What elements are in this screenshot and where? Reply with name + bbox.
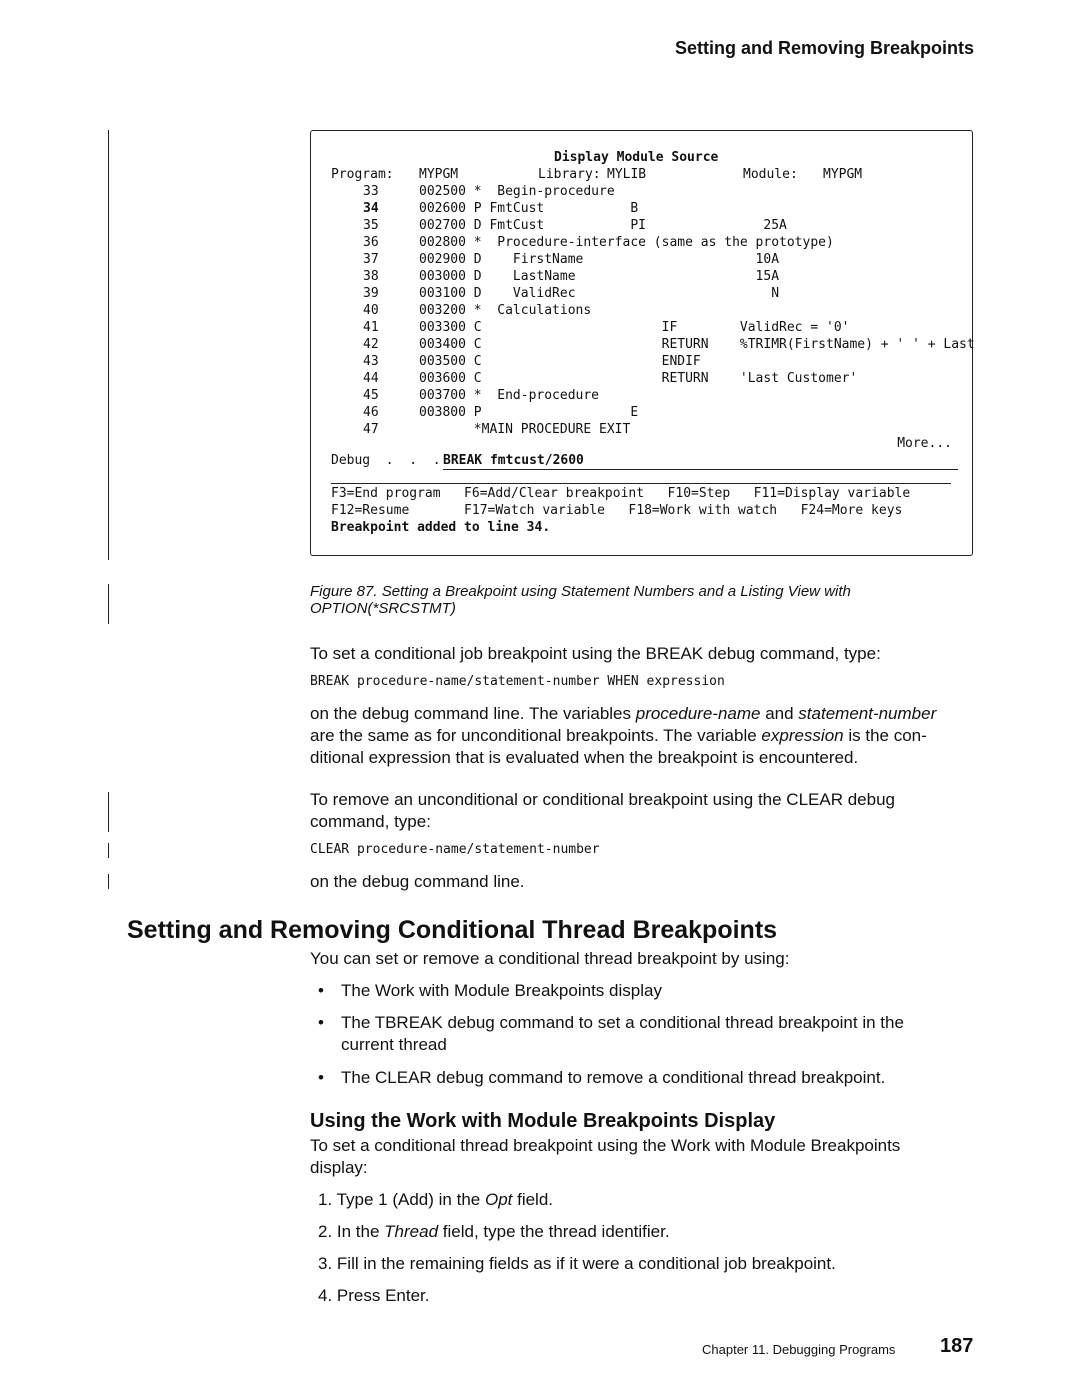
source-line-number: 46 — [363, 405, 379, 420]
screen-title: Display Module Source — [554, 150, 719, 165]
figure-caption-line1: Figure 87. Setting a Breakpoint using Statement Numbers and a Listing View with — [310, 583, 851, 600]
status-message: Breakpoint added to line 34. — [331, 520, 551, 535]
source-line-text: 002800 * Procedure-interface (same as the prototype) — [419, 235, 834, 250]
source-line-text: 002700 D FmtCust PI 25A — [419, 218, 787, 233]
source-line-text: 002900 D FirstName 10A — [419, 252, 780, 267]
step-item: 2. In the Thread field, type the thread identifier. — [318, 1222, 670, 1241]
paragraph-command-line: on the debug command line. — [310, 872, 525, 891]
source-line-number: 43 — [363, 354, 379, 369]
code-break-syntax: BREAK procedure-name/statement-number WHEN expression — [310, 674, 725, 689]
source-line-number: 41 — [363, 320, 379, 335]
program-value: MYPGM — [419, 167, 459, 182]
source-line-number: 33 — [363, 184, 379, 199]
source-line-number: 38 — [363, 269, 379, 284]
list-item-cont: current thread — [341, 1035, 447, 1054]
source-line-text: 003600 C RETURN 'Last Customer' — [419, 371, 858, 386]
source-line-number: 47 — [363, 422, 379, 437]
source-line-text: 003200 * Calculations — [419, 303, 592, 318]
source-line-number: 34 — [363, 201, 379, 216]
list-item: The CLEAR debug command to remove a conditional thread breakpoint. — [341, 1068, 886, 1087]
more-indicator: More... — [897, 436, 952, 451]
source-line-number: 37 — [363, 252, 379, 267]
footer-chapter: Chapter 11. Debugging Programs — [702, 1342, 896, 1357]
module-value: MYPGM — [823, 167, 863, 182]
divider — [331, 483, 951, 484]
paragraph-variables: on the debug command line. The variables procedure-name and statement-number are the same as for unconditional breakpoints. The variable expression is the con- ditional expression that is evaluated when the breakpoint is encountered. — [310, 704, 937, 767]
paragraph-thread-intro: You can set or remove a conditional thread breakpoint by using: — [310, 949, 790, 968]
paragraph-work-with: To set a conditional thread breakpoint using the Work with Module Breakpoints display: — [310, 1136, 901, 1177]
list-item: The Work with Module Breakpoints display — [341, 981, 662, 1000]
section-heading: Setting and Removing Conditional Thread Breakpoints — [127, 916, 778, 944]
source-line-text: *MAIN PROCEDURE EXIT — [419, 422, 631, 437]
source-line-number: 39 — [363, 286, 379, 301]
source-line-text: 003000 D LastName 15A — [419, 269, 780, 284]
figure-caption-line2: OPTION(*SRCSTMT) — [310, 600, 456, 617]
source-line-text: 003400 C RETURN %TRIMR(FirstName) + ' ' + Last — [419, 337, 975, 352]
source-line-number: 35 — [363, 218, 379, 233]
running-header: Setting and Removing Breakpoints — [674, 38, 974, 58]
library-label: Library: — [538, 167, 601, 182]
source-line-number: 42 — [363, 337, 379, 352]
step-item: 3. Fill in the remaining fields as if it were a conditional job breakpoint. — [318, 1254, 836, 1273]
source-line-number: 40 — [363, 303, 379, 318]
paragraph-break-intro: To set a conditional job breakpoint using the BREAK debug command, type: — [310, 644, 881, 663]
source-line-text: 003300 C IF ValidRec = '0' — [419, 320, 850, 335]
source-line-text: 003700 * End-procedure — [419, 388, 600, 403]
list-item: The TBREAK debug command to set a conditional thread breakpoint in the — [341, 1013, 904, 1032]
source-line-number: 36 — [363, 235, 379, 250]
library-value: MYLIB — [607, 167, 647, 182]
subsection-heading: Using the Work with Module Breakpoints Display — [310, 1110, 776, 1132]
paragraph-clear-intro: To remove an unconditional or conditional breakpoint using the CLEAR debug command, type: — [310, 790, 895, 831]
code-clear-syntax: CLEAR procedure-name/statement-number — [310, 842, 600, 857]
source-line-text: 003800 P E — [419, 405, 639, 420]
step-item: 1. Type 1 (Add) in the Opt field. — [318, 1190, 554, 1209]
source-line-text: 002600 P FmtCust B — [419, 201, 639, 216]
function-keys-row2[interactable]: F12=Resume F17=Watch variable F18=Work with watch F24=More keys — [331, 503, 903, 518]
source-line-text: 003500 C ENDIF — [419, 354, 701, 369]
source-line-text: 002500 * Begin-procedure — [419, 184, 615, 199]
debug-command-value: BREAK fmtcust/2600 — [443, 453, 584, 468]
module-label: Module: — [743, 167, 798, 182]
page-number: 187 — [940, 1335, 974, 1357]
debug-label: Debug . . . — [331, 453, 441, 468]
function-keys-row1[interactable]: F3=End program F6=Add/Clear breakpoint F10=Step F11=Display variable — [331, 486, 911, 501]
step-item: 4. Press Enter. — [318, 1286, 430, 1305]
source-line-text: 003100 D ValidRec N — [419, 286, 780, 301]
source-line-number: 44 — [363, 371, 379, 386]
program-label: Program: — [331, 167, 394, 182]
display-module-source-screen — [310, 130, 973, 556]
figure-caption — [310, 583, 851, 617]
source-line-number: 45 — [363, 388, 379, 403]
debug-command-input[interactable] — [443, 453, 958, 470]
